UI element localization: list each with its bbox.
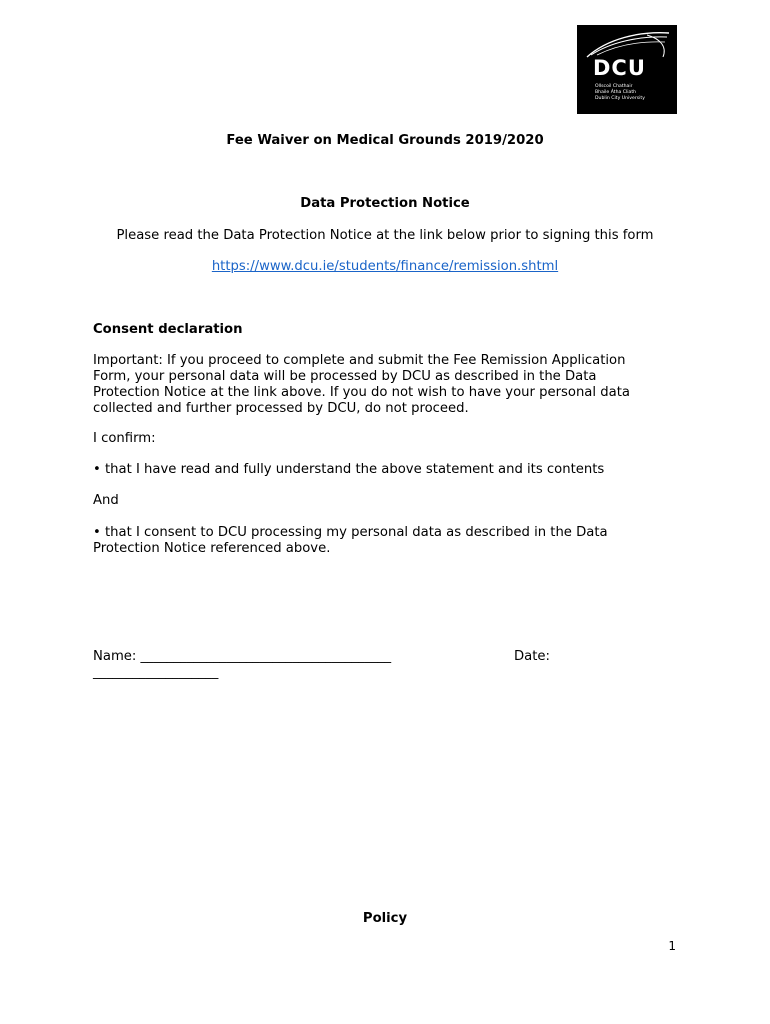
dcu-logo [577,25,677,114]
logo-subtitle-line: Bhaile Átha Cliath [595,90,637,95]
and-label: And [93,493,119,508]
important-paragraph [93,353,683,417]
paragraph-line: Protection Notice referenced above. [93,541,331,556]
consent-heading: Consent declaration [93,322,243,337]
page-number: 1 [668,939,676,953]
date-field[interactable]: ___________________ [93,665,219,680]
document-title: Fee Waiver on Medical Grounds 2019/2020 [226,133,544,148]
logo-wordmark: DCU [593,56,646,80]
logo-subtitle-line: Ollscoil Chathair [595,84,633,89]
data-protection-heading: Data Protection Notice [300,196,470,211]
paragraph-line: collected and further processed by DCU, do not proceed. [93,401,469,416]
paragraph-line: Important: If you proceed to complete and submit the Fee Remission Application [93,353,626,368]
paragraph-line: • that I consent to DCU processing my personal data as described in the Data [93,525,608,540]
bullet-statement-2 [93,525,683,557]
confirm-label: I confirm: [93,431,156,446]
bullet-statement-1: • that I have read and fully understand the above statement and its contents [93,462,605,477]
paragraph-line: Protection Notice at the link above. If you do not wish to have your personal data [93,385,630,400]
policy-footer: Policy [362,911,408,926]
paragraph-line: Form, your personal data will be processed by DCU as described in the Data [93,369,597,384]
data-protection-link-row [0,259,770,274]
data-protection-instruction: Please read the Data Protection Notice at the link below prior to signing this form [116,228,654,243]
name-field[interactable]: Name: ______________________________________ [93,649,392,664]
date-label: Date: [514,649,550,664]
logo-subtitle-line: Dublin City University [595,96,645,101]
data-protection-link[interactable]: https://www.dcu.ie/students/finance/remission.shtml [211,259,559,274]
